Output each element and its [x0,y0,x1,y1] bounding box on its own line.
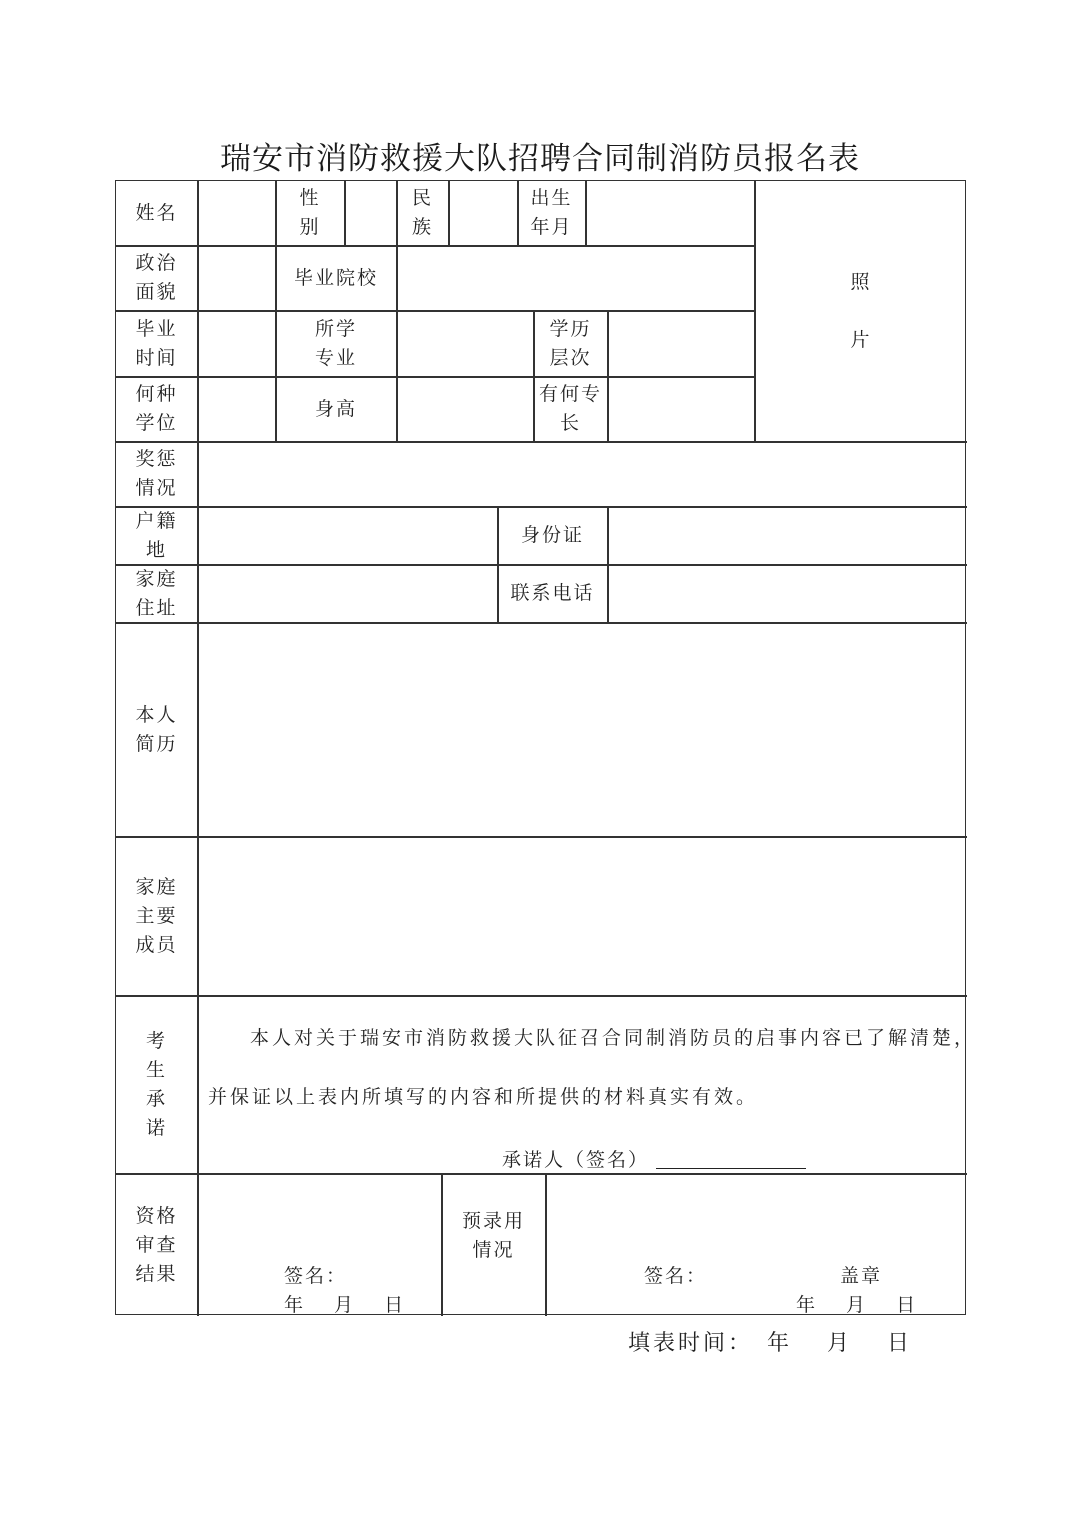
address-field[interactable] [198,565,497,622]
prehire-seal-label: 盖章 [840,1265,883,1287]
label-school: 毕业院校 [293,266,378,289]
label-id-card: 身份证 [520,524,584,546]
label-review: 资格 审查 结果 [135,1204,178,1285]
label-political: 政治 面貌 [135,252,178,303]
label-birth: 出生 年月 [530,187,573,238]
photo-box[interactable]: 照 片 [850,270,872,351]
form-title: 瑞安市消防救援大队招聘合同制消防员报名表 [220,141,860,177]
id-card-field[interactable] [608,507,967,564]
specialty-field[interactable] [608,377,754,441]
registration-form [115,180,977,1316]
political-field[interactable] [198,246,275,310]
label-height: 身高 [314,397,357,420]
family-field[interactable] [198,837,967,995]
major-field[interactable] [397,311,533,376]
pledge-text-line2: 并保证以上表内所填写的内容和所提供的材料真实有效。 [208,1086,759,1108]
height-field[interactable] [397,377,533,441]
pledge-signer-label: 承诺人（签名） [502,1149,650,1171]
label-phone: 联系电话 [510,582,595,604]
phone-field[interactable] [608,565,967,622]
label-family: 家庭 主要 成员 [135,875,178,956]
degree-field[interactable] [198,377,275,441]
label-name: 姓名 [135,201,178,224]
name-field[interactable] [198,181,275,245]
label-hukou: 户籍 地 [135,509,178,561]
label-specialty: 有何专 长 [538,383,602,434]
rewards-field[interactable] [198,442,967,506]
label-resume: 本人 简历 [135,703,178,755]
prehire-date: 年 月 日 [796,1294,918,1316]
fill-time: 填表时间： 年 月 日 [628,1331,912,1356]
resume-field[interactable] [198,623,967,836]
label-gender: 性 别 [299,187,321,238]
label-pledge: 考 生 承 诺 [145,1029,167,1139]
label-pre-hire: 预录用 情况 [461,1210,525,1261]
label-grad-time: 毕业 时间 [135,317,178,369]
prehire-sign-label: 签名： [644,1265,708,1287]
label-edu-level: 学历 层次 [549,317,592,369]
grad-time-field[interactable] [198,311,275,376]
label-address: 家庭 住址 [135,567,178,619]
label-major: 所学 专业 [314,317,357,369]
ethnicity-field[interactable] [449,181,517,245]
label-degree: 何种 学位 [135,383,178,434]
pledge-signature-line[interactable] [656,1168,806,1169]
label-ethnicity: 民 族 [411,187,433,238]
gender-field[interactable] [345,181,396,245]
review-sign-label: 签名： [284,1265,348,1287]
label-rewards: 奖惩 情况 [135,448,178,499]
hukou-field[interactable] [198,507,497,564]
pledge-text-line1: 本人对关于瑞安市消防救援大队征召合同制消防员的启事内容已了解清楚， [250,1027,977,1049]
review-date: 年 月 日 [284,1294,406,1316]
birth-field[interactable] [586,181,754,245]
school-field[interactable] [397,246,754,310]
edu-level-field[interactable] [608,311,754,376]
